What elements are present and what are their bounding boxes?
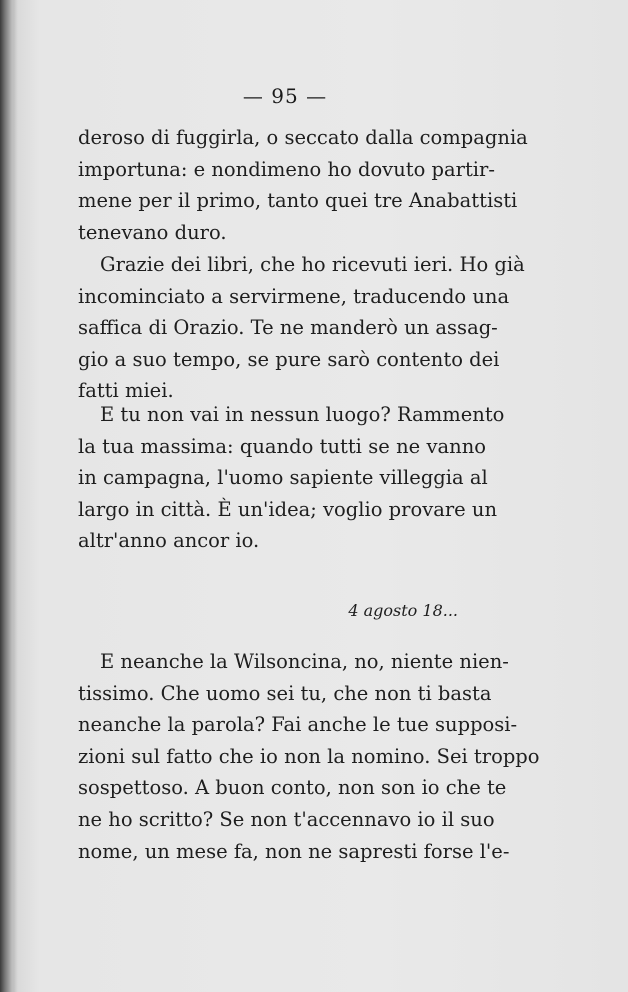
- text-line: gio a suo tempo, se pure sarò contento dei: [78, 347, 500, 371]
- text-line: altr'anno ancor io.: [78, 529, 260, 553]
- text-line: in campagna, l'uomo sapiente villeggia al: [78, 466, 488, 490]
- page-number: — 95 —: [242, 84, 328, 108]
- text-line: E neanche la Wilsoncina, no, niente nien-: [100, 650, 509, 673]
- text-line: deroso di fuggirla, o seccato dalla compagnia: [78, 126, 528, 149]
- text-line: ne ho scritto? Se non t'accennavo io il suo: [78, 807, 495, 831]
- text-line: fatti miei.: [78, 379, 174, 403]
- text-line: E tu non vai in nessun luogo? Rammento: [100, 403, 505, 426]
- letter-paragraph: [78, 646, 540, 867]
- paragraph-3: [78, 399, 505, 557]
- text-line: la tua massima: quando tutti se ne vanno: [78, 434, 486, 458]
- text-line: sospettoso. A buon conto, non son io che te: [78, 776, 507, 800]
- text-line: neanche la parola? Fai anche le tue supposi-: [78, 713, 518, 737]
- page-binding-shadow: [0, 0, 18, 992]
- text-line: tenevano duro.: [78, 220, 227, 244]
- text-line: nome, un mese fa, non ne sapresti forse l'e-: [78, 839, 510, 863]
- text-line: mene per il primo, tanto quei tre Anabattisti: [78, 189, 518, 213]
- text-line: incominciato a servirmene, traducendo una: [78, 284, 510, 308]
- paragraph-1: [78, 122, 528, 248]
- text-line: importuna: e nondimeno ho dovuto partir-: [78, 157, 495, 181]
- text-line: largo in città. È un'idea; voglio provare un: [78, 497, 498, 521]
- text-line: zioni sul fatto che io non la nomino. Sei troppo: [78, 744, 540, 768]
- text-line: tissimo. Che uomo sei tu, che non ti basta: [78, 681, 492, 705]
- paragraph-2: [78, 249, 525, 407]
- text-line: saffica di Orazio. Te ne manderò un assag-: [78, 316, 498, 340]
- letter-dateline: 4 agosto 18...: [348, 601, 458, 620]
- text-line: Grazie dei libri, che ho ricevuti ieri. Ho già: [100, 253, 525, 276]
